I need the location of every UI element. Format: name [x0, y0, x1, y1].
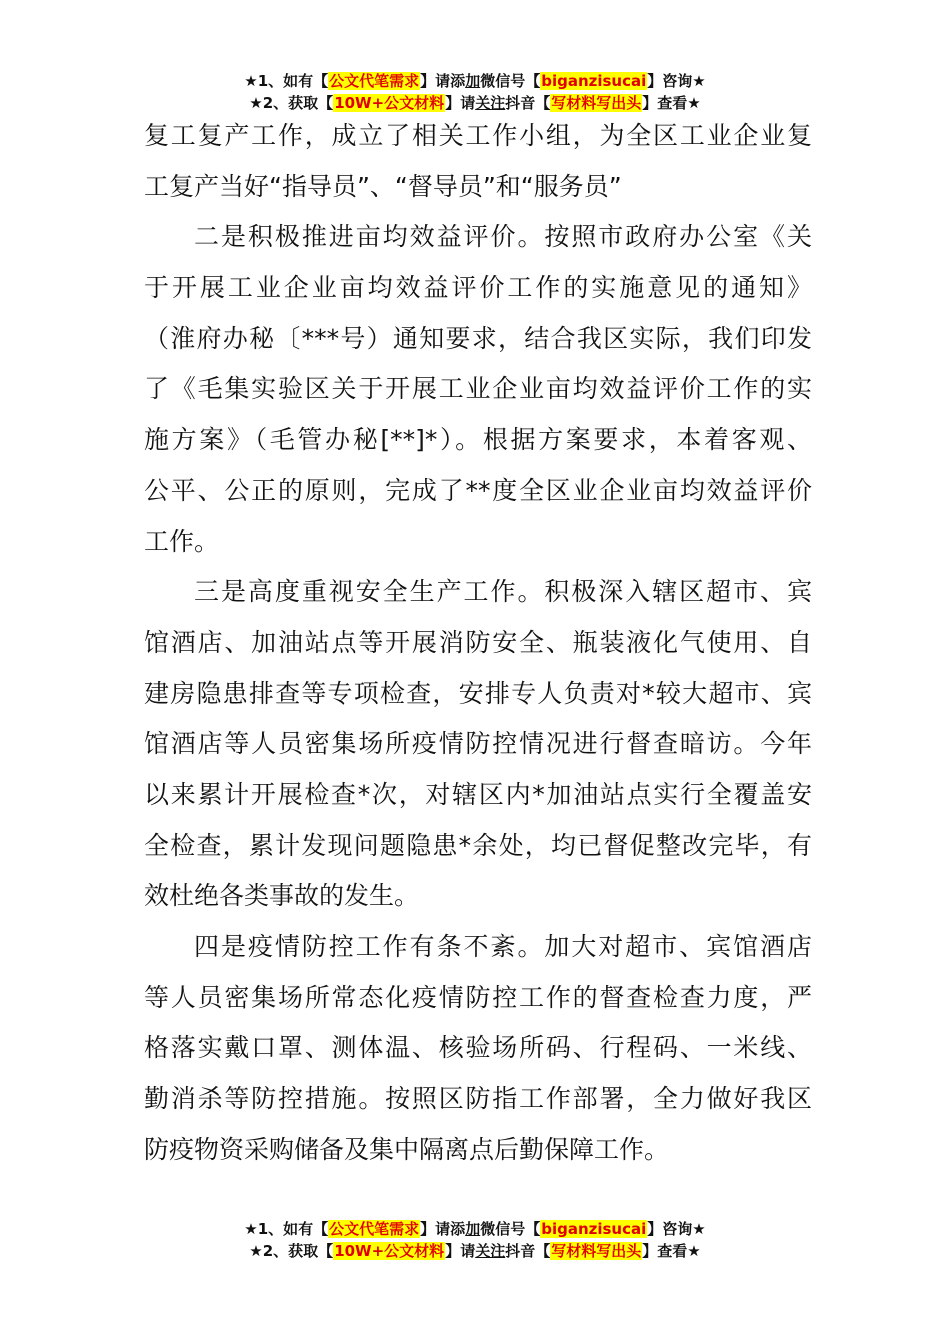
banner-line-1	[0, 70, 950, 92]
banner-text: 抖音【	[505, 1242, 551, 1260]
body-line: 馆酒店等人员密集场所疫情防控情况进行督查暗访。今年	[144, 729, 812, 759]
body-line: 馆酒店、加油站点等开展消防安全、瓶装液化气使用、自	[144, 627, 812, 657]
highlighted-text: 公文代笔需求	[329, 72, 420, 90]
body-line: 勤消杀等防控措施。按照区防指工作部署，全力做好我区	[144, 1084, 812, 1114]
body-line: 工作。	[144, 526, 220, 556]
paragraph-start-line: 四是疫情防控工作有条不紊。加大对超市、宾馆酒店	[194, 932, 812, 961]
body-line: 公平、公正的原则，完成了**度全区业企业亩均效益评价	[144, 475, 812, 505]
paragraph-start-line: 二是积极推进亩均效益评价。按照市政府办公室《关	[194, 222, 812, 252]
banner-text: ★1、如有【	[244, 1220, 329, 1238]
highlighted-text: 公文代笔需求	[329, 1220, 420, 1238]
paragraph-start-line: 三是高度重视安全生产工作。积极深入辖区超市、宾	[194, 577, 812, 607]
banner-text: 微信号【	[480, 1220, 541, 1238]
banner-line-2	[0, 1240, 950, 1262]
body-line: 施方案》（毛管办秘[**]*）。根据方案要求，本着客观、	[144, 425, 812, 455]
body-line: 建房隐患排查等专项检查，安排专人负责对*较大超市、宾	[144, 678, 812, 708]
banner-text: 】咨询★	[647, 1220, 706, 1238]
banner-text: ★1、如有【	[244, 72, 329, 90]
wechat-id-highlight: biganzisucai	[541, 72, 647, 90]
body-line: 以来累计开展检查*次，对辖区内*加油站点实行全覆盖安	[144, 779, 812, 809]
highlighted-text: 10W+公文材料	[334, 1242, 445, 1260]
body-line: 效杜绝各类事故的发生。	[144, 881, 420, 911]
body-line: 防疫物资采购储备及集中隔离点后勤保障工作。	[144, 1134, 670, 1164]
banner-text: 】查看★	[642, 94, 701, 112]
banner-text: ★2、获取【	[249, 1242, 334, 1260]
body-line: 格落实戴口罩、测体温、核验场所码、行程码、一米线、	[144, 1033, 812, 1063]
banner-text: 】查看★	[642, 1242, 701, 1260]
banner-line-1	[0, 1218, 950, 1240]
body-line: （淮府办秘〔***号）通知要求，结合我区实际，我们印发	[144, 323, 812, 353]
banner-text: ★2、获取【	[249, 94, 334, 112]
body-line: 于开展工业企业亩均效益评价工作的实施意见的通知》	[144, 273, 812, 303]
body-line: 工复产当好“指导员”、“督导员”和“服务员”	[144, 171, 622, 201]
highlighted-text: 10W+公文材料	[334, 94, 445, 112]
body-line: 复工复产工作，成立了相关工作小组，为全区工业企业复	[144, 121, 812, 150]
underlined-text: 加	[465, 1220, 481, 1238]
footer-banner	[0, 1218, 950, 1262]
underlined-text: 关注	[475, 94, 506, 112]
body-line: 了《毛集实验区关于开展工业企业亩均效益评价工作的实	[144, 374, 812, 404]
douyin-account-highlight: 写材料写出头	[551, 1242, 642, 1260]
banner-text: 微信号【	[480, 72, 541, 90]
wechat-id-highlight: biganzisucai	[541, 1220, 647, 1238]
underlined-text: 加	[465, 72, 481, 90]
body-line: 等人员密集场所常态化疫情防控工作的督查检查力度，严	[144, 982, 812, 1012]
banner-text: 】请	[445, 94, 476, 112]
banner-text: 】请添	[420, 1220, 466, 1238]
document-body	[144, 111, 812, 1175]
body-line: 全检查，累计发现问题隐患*余处，均已督促整改完毕，有	[144, 830, 812, 860]
douyin-account-highlight: 写材料写出头	[551, 94, 642, 112]
underlined-text: 关注	[475, 1242, 506, 1260]
header-banner	[0, 70, 950, 114]
banner-text: 】请	[445, 1242, 476, 1260]
banner-text: 】咨询★	[647, 72, 706, 90]
banner-text: 抖音【	[505, 94, 551, 112]
banner-text: 】请添	[420, 72, 466, 90]
